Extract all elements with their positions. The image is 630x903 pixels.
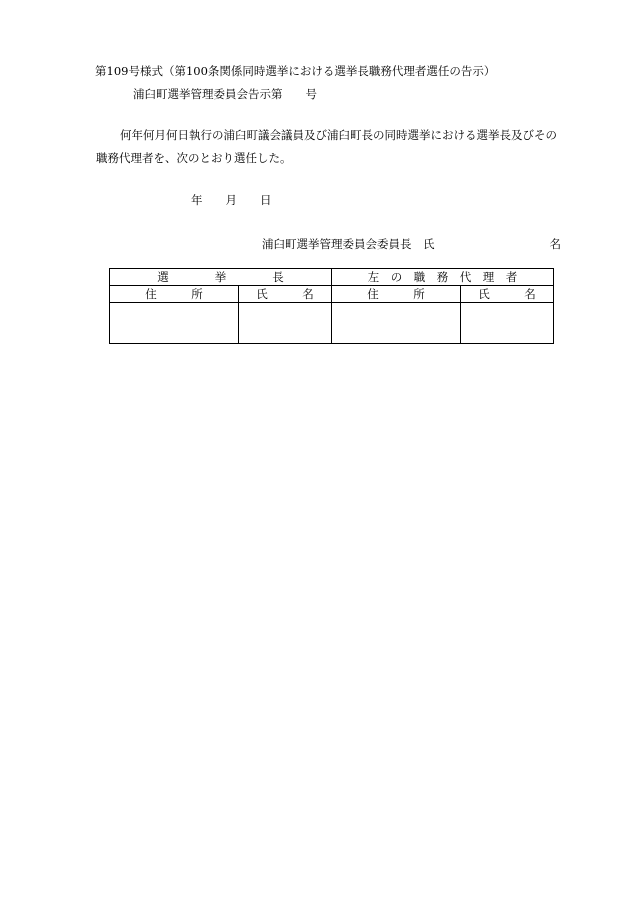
deputy-header: 左 の 職 務 代 理 者 [332, 269, 554, 286]
deputy-name-header: 氏 名 [461, 286, 554, 303]
table-row [110, 303, 554, 344]
signer-line: 浦臼町選挙管理委員会委員長 氏 名 [262, 237, 561, 251]
chief-address-cell [110, 303, 239, 344]
chief-name-cell [239, 303, 332, 344]
deputy-name-cell [461, 303, 554, 344]
date-line: 年 月 日 [191, 193, 272, 207]
table-group-header-row [110, 269, 554, 286]
table-column-header-row [110, 286, 554, 303]
deputy-address-cell [332, 303, 461, 344]
notice-number: 浦臼町選挙管理委員会告示第 号 [133, 87, 317, 101]
body-text-line-1: 何年何月何日執行の浦臼町議会議員及び浦臼町長の同時選挙における選挙長及びその [120, 128, 557, 142]
body-text-line-2: 職務代理者を、次のとおり選任した。 [96, 151, 292, 165]
form-title: 第109号様式（第100条関係同時選挙における選挙長職務代理者選任の告示） [95, 64, 496, 78]
deputy-address-header: 住 所 [332, 286, 461, 303]
chief-name-header: 氏 名 [239, 286, 332, 303]
chief-address-header: 住 所 [110, 286, 239, 303]
appointment-table [109, 268, 554, 344]
election-chief-header: 選 挙 長 [110, 269, 332, 286]
